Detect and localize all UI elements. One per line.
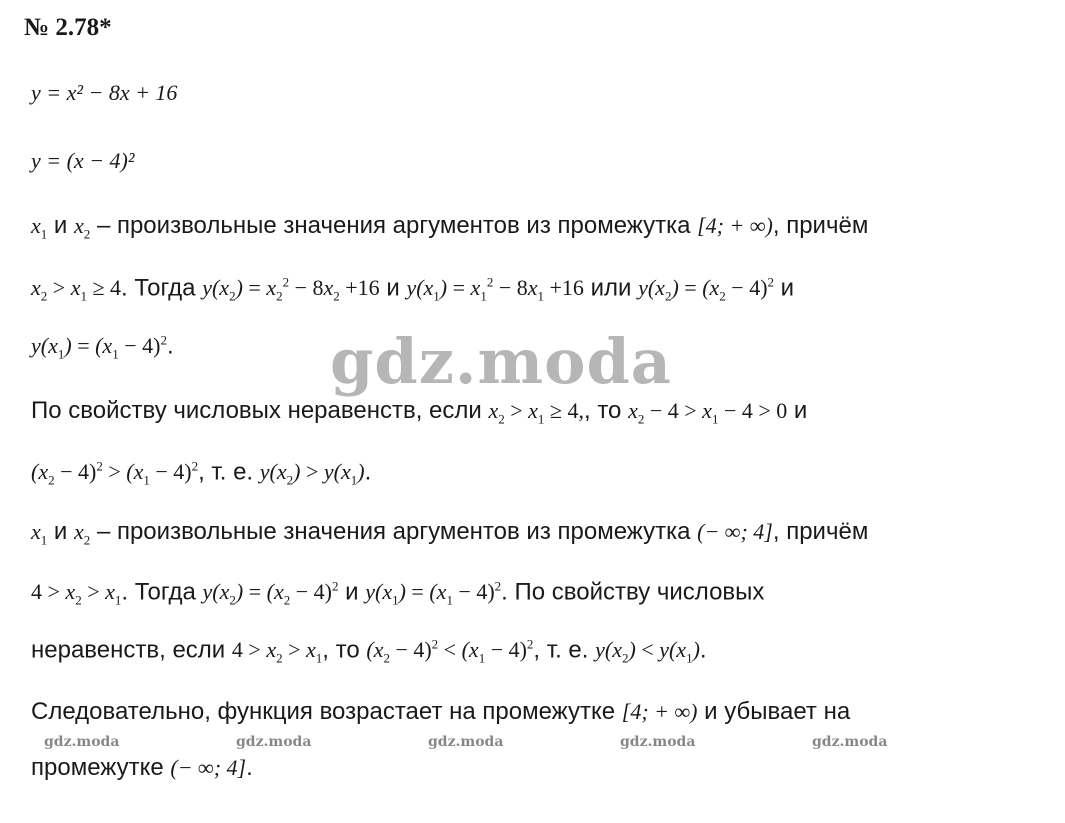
conclusion-line1: Следовательно, функция возрастает на промежутке [4; + ∞) и убывает на [31,698,851,725]
watermark-small: gdz.moda [44,734,120,750]
p3-line1: $x_1$ и $x_2$ – произвольные значения аргументов из промежутка (− ∞; 4], причём [31,518,869,548]
p3-line2: $4 > x_2 > x_1$. Тогда $y(x_2) = (x_2 - 4)^2$ и $y(x_1) = (x_1 - 4)^2$. По свойству числовых [31,578,765,608]
watermark-small: gdz.moda [236,734,312,750]
equation-2: y = (x − 4)² [31,148,135,173]
p3-line3: неравенств, если $4 > x_2 > x_1$, то $(x_2 - 4)^2 < (x_1 - 4)^2$, т. е. $y(x_2) < y(x_1)$. [31,636,707,666]
p1-line2: $x_2 > x_1 \ge 4$. Тогда $y(x_2) = x_2^2 - 8x_2 +16$ и $y(x_1) = x_1^2 - 8x_1 +16$ или $y(x_2) = (x_2 - 4)^2$ и [31,274,795,304]
interval-increasing: [4; + ∞) [697,213,773,238]
watermark-logo: gdz.moda [330,325,672,398]
p2-line2: $(x_2 - 4)^2 > (x_1 - 4)^2$, т. е. $y(x_2) > y(x_1)$. [31,458,372,488]
problem-number: № 2.78* [24,14,112,41]
p1-line1: $x_1$ и $x_2$ – произвольные значения аргументов из промежутка [4; + ∞), причём [31,212,869,242]
conclusion-line2: промежутке (− ∞; 4]. [31,754,253,781]
watermark-small: gdz.moda [812,734,888,750]
equation-1: y = x² − 8x + 16 [31,80,178,105]
p1-line3: $y(x_1) = (x_1 - 4)^2$. [31,332,174,362]
watermark-small: gdz.moda [428,734,504,750]
interval-decreasing: (− ∞; 4] [697,519,773,544]
watermark-small: gdz.moda [620,734,696,750]
p2-line1: По свойству числовых неравенств, если $x_2 > x_1 \ge 4$,, то $x_2 - 4 > x_1 - 4 > 0$ и [31,397,808,427]
